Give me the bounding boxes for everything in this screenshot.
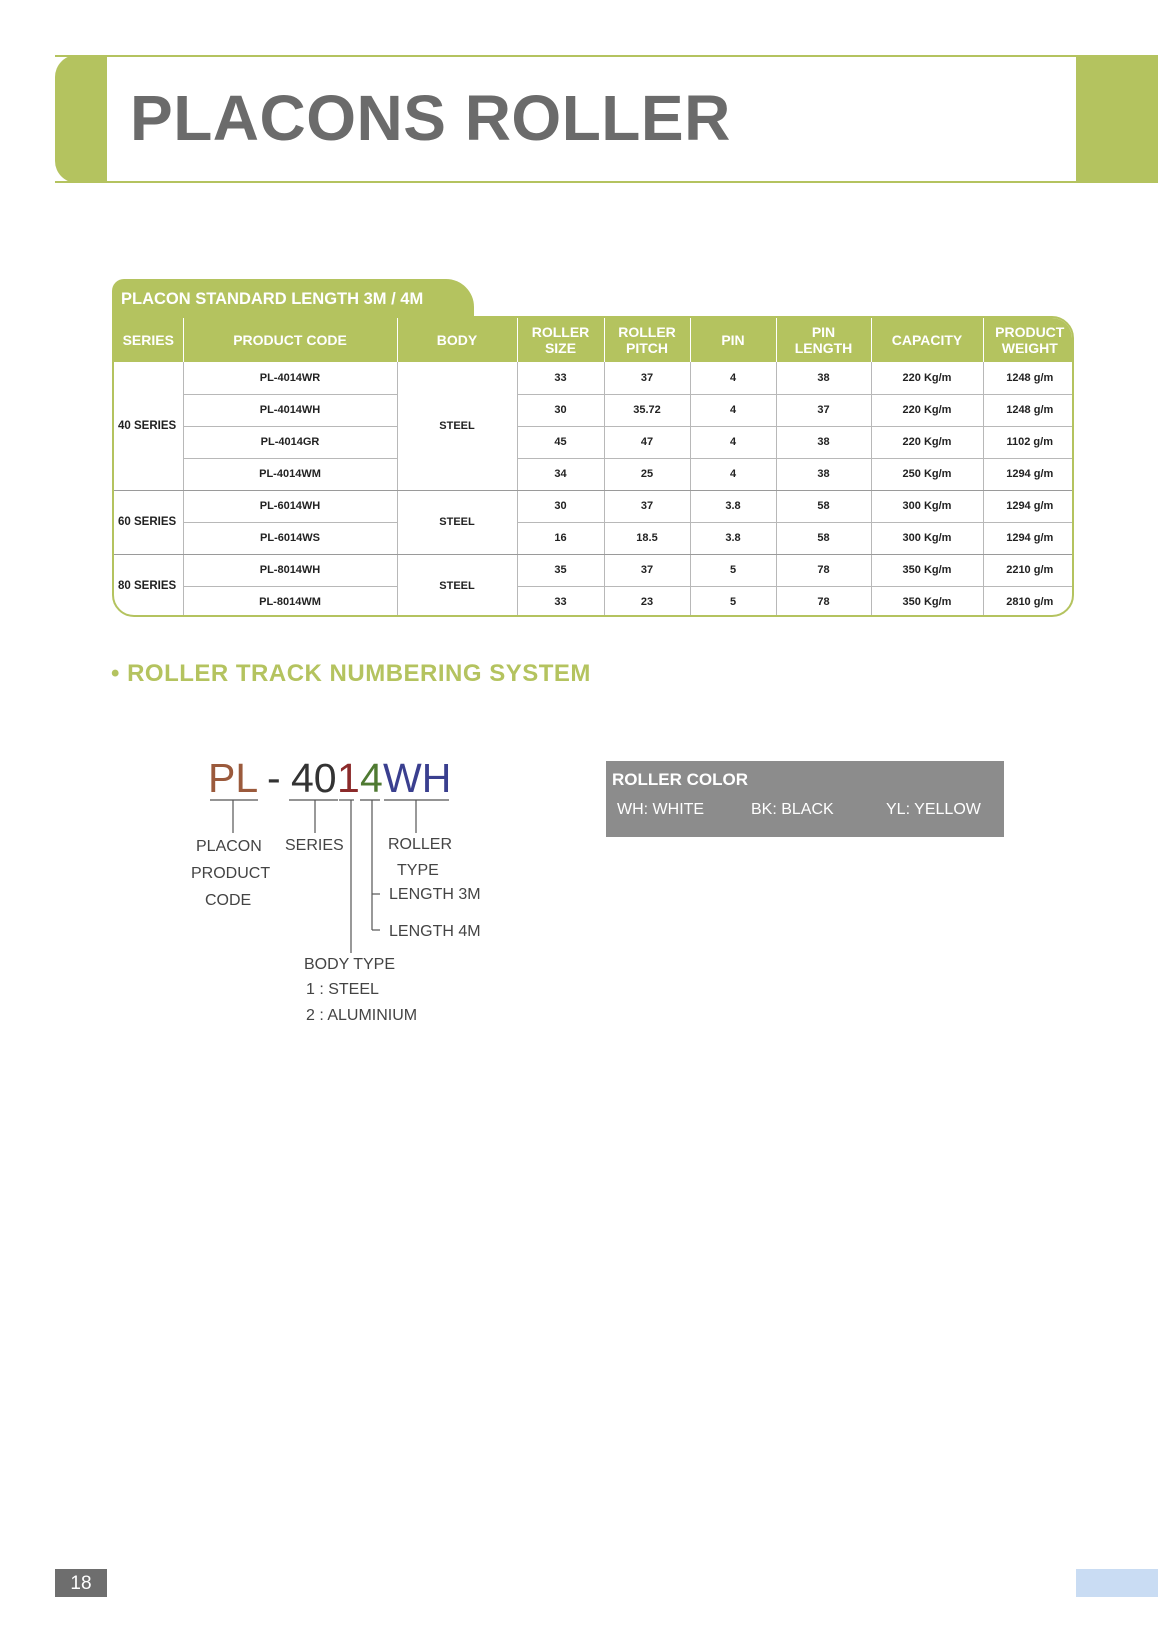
roller-size-cell: 33 bbox=[517, 362, 604, 394]
table-row bbox=[114, 522, 1074, 554]
code-dash: - bbox=[267, 755, 281, 801]
pin-cell: 5 bbox=[690, 586, 776, 617]
weight-cell: 1248 g/m bbox=[983, 362, 1074, 394]
label-placon: PLACON bbox=[196, 838, 262, 855]
capacity-cell: 220 Kg/m bbox=[871, 362, 983, 394]
weight-cell: 2210 g/m bbox=[983, 554, 1074, 586]
spec-table bbox=[112, 316, 1074, 617]
roller-size-cell: 33 bbox=[517, 586, 604, 617]
label-roller: ROLLER bbox=[388, 836, 453, 853]
product-code-cell: PL-8014WM bbox=[183, 586, 397, 617]
code-prefix: PL bbox=[208, 755, 259, 801]
weight-cell: 1294 g/m bbox=[983, 458, 1074, 490]
product-code-cell: PL-4014WR bbox=[183, 362, 397, 394]
code-body-type: 1 bbox=[337, 755, 360, 801]
header-roller-size: ROLLER SIZE bbox=[517, 318, 604, 362]
pin-length-cell: 58 bbox=[776, 522, 871, 554]
pin-cell: 4 bbox=[690, 394, 776, 426]
table-row bbox=[114, 490, 1074, 522]
product-code-cell: PL-4014GR bbox=[183, 426, 397, 458]
capacity-cell: 350 Kg/m bbox=[871, 554, 983, 586]
roller-pitch-cell: 35.72 bbox=[604, 394, 690, 426]
code-roller-type: WH bbox=[383, 755, 452, 801]
capacity-cell: 300 Kg/m bbox=[871, 490, 983, 522]
table-row bbox=[114, 458, 1074, 490]
series-cell: 40 SERIES bbox=[114, 362, 183, 490]
header-accent-tab bbox=[55, 55, 107, 183]
header-accent-block bbox=[1076, 55, 1158, 183]
label-body-aluminium: 2 : ALUMINIUM bbox=[306, 1007, 418, 1024]
capacity-cell: 220 Kg/m bbox=[871, 394, 983, 426]
page-title: PLACONS ROLLER bbox=[130, 82, 731, 154]
pin-length-cell: 38 bbox=[776, 426, 871, 458]
numbering-heading: • ROLLER TRACK NUMBERING SYSTEM bbox=[111, 660, 591, 687]
roller-pitch-cell: 23 bbox=[604, 586, 690, 617]
roller-pitch-cell: 18.5 bbox=[604, 522, 690, 554]
label-body-steel: 1 : STEEL bbox=[306, 981, 379, 998]
product-code-cell: PL-4014WH bbox=[183, 394, 397, 426]
table-row bbox=[114, 554, 1074, 586]
header-capacity: CAPACITY bbox=[871, 318, 983, 362]
pin-length-cell: 58 bbox=[776, 490, 871, 522]
weight-cell: 2810 g/m bbox=[1006, 596, 1054, 609]
capacity-cell: 250 Kg/m bbox=[871, 458, 983, 490]
header-body: BODY bbox=[397, 318, 517, 362]
code-series: 40 bbox=[291, 755, 337, 801]
product-code-cell: PL-8014WH bbox=[183, 554, 397, 586]
header-pin-length: PIN LENGTH bbox=[776, 318, 871, 362]
pin-cell: 4 bbox=[690, 426, 776, 458]
capacity-cell: 350 Kg/m bbox=[871, 586, 983, 617]
table-tab-label: PLACON STANDARD LENGTH 3M / 4M bbox=[112, 279, 474, 316]
pin-length-cell: 78 bbox=[776, 554, 871, 586]
capacity-cell: 300 Kg/m bbox=[871, 522, 983, 554]
series-cell: 60 SERIES bbox=[114, 490, 183, 554]
pin-cell: 4 bbox=[690, 458, 776, 490]
series-cell: 80 SERIES bbox=[114, 554, 183, 617]
page-number: 18 bbox=[55, 1569, 107, 1597]
roller-size-cell: 34 bbox=[517, 458, 604, 490]
roller-size-cell: 16 bbox=[517, 522, 604, 554]
footer-accent-block bbox=[1076, 1569, 1158, 1597]
roller-pitch-cell: 37 bbox=[604, 362, 690, 394]
table-row bbox=[114, 426, 1074, 458]
roller-size-cell: 30 bbox=[517, 394, 604, 426]
weight-cell: 1294 g/m bbox=[983, 522, 1074, 554]
roller-color-yellow: YL: YELLOW bbox=[886, 801, 981, 818]
table-row bbox=[114, 586, 1074, 617]
label-type: TYPE bbox=[397, 862, 439, 879]
roller-pitch-cell: 37 bbox=[604, 554, 690, 586]
roller-pitch-cell: 47 bbox=[604, 426, 690, 458]
header-product-weight: PRODUCT WEIGHT bbox=[983, 318, 1074, 362]
body-cell: STEEL bbox=[397, 362, 517, 490]
roller-color-title: ROLLER COLOR bbox=[612, 770, 748, 789]
table-row bbox=[114, 394, 1074, 426]
pin-length-cell: 37 bbox=[776, 394, 871, 426]
pin-cell: 4 bbox=[690, 362, 776, 394]
roller-color-white: WH: WHITE bbox=[617, 801, 705, 818]
label-product: PRODUCT bbox=[191, 865, 271, 882]
label-body-type: BODY TYPE bbox=[304, 956, 395, 973]
header-series: SERIES bbox=[114, 318, 183, 362]
table-header-row bbox=[114, 318, 1074, 362]
header-pin: PIN bbox=[690, 318, 776, 362]
product-code-cell: PL-4014WM bbox=[183, 458, 397, 490]
weight-cell: 1102 g/m bbox=[983, 426, 1074, 458]
pin-cell: 3.8 bbox=[690, 490, 776, 522]
product-code-cell: PL-6014WS bbox=[183, 522, 397, 554]
pin-cell: 3.8 bbox=[690, 522, 776, 554]
body-cell: STEEL bbox=[397, 490, 517, 554]
label-length-3m: LENGTH 3M bbox=[389, 886, 481, 903]
roller-color-black: BK: BLACK bbox=[751, 801, 834, 818]
weight-cell: 1294 g/m bbox=[983, 490, 1074, 522]
label-code: CODE bbox=[205, 892, 252, 909]
product-code-cell: PL-6014WH bbox=[183, 490, 397, 522]
table-row bbox=[114, 362, 1074, 394]
capacity-cell: 220 Kg/m bbox=[871, 426, 983, 458]
roller-size-cell: 30 bbox=[517, 490, 604, 522]
weight-cell: 1248 g/m bbox=[983, 394, 1074, 426]
body-cell: STEEL bbox=[397, 554, 517, 617]
header-roller-pitch: ROLLER PITCH bbox=[604, 318, 690, 362]
roller-color-box bbox=[606, 761, 1004, 837]
label-series: SERIES bbox=[285, 837, 344, 854]
roller-pitch-cell: 37 bbox=[604, 490, 690, 522]
roller-size-cell: 45 bbox=[517, 426, 604, 458]
pin-cell: 5 bbox=[690, 554, 776, 586]
pin-length-cell: 38 bbox=[776, 458, 871, 490]
code-length: 4 bbox=[360, 755, 383, 801]
roller-pitch-cell: 25 bbox=[604, 458, 690, 490]
header-product-code: PRODUCT CODE bbox=[183, 318, 397, 362]
pin-length-cell: 78 bbox=[776, 586, 871, 617]
roller-size-cell: 35 bbox=[517, 554, 604, 586]
pin-length-cell: 38 bbox=[776, 362, 871, 394]
label-length-4m: LENGTH 4M bbox=[389, 923, 481, 940]
